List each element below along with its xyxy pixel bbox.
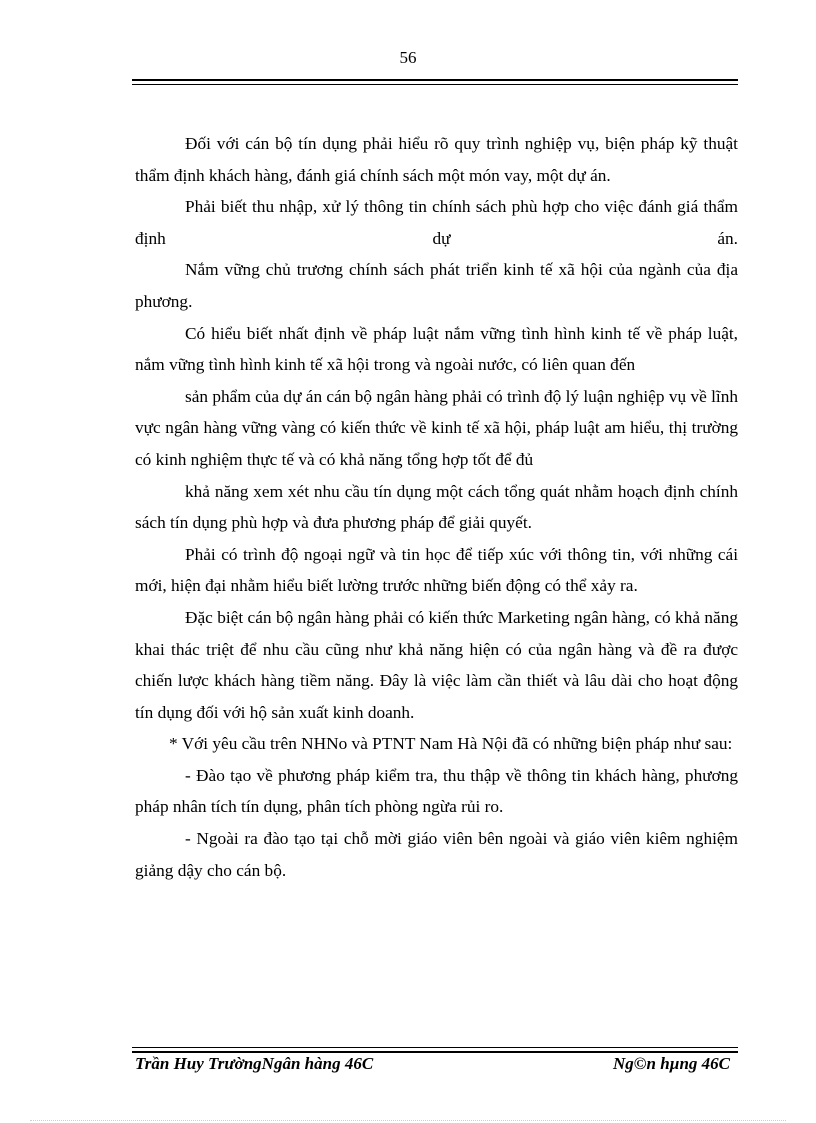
paragraph: Nắm vững chủ trương chính sách phát triển kinh tế xã hội của ngành của địa phương.: [135, 260, 738, 311]
paragraph: * Với yêu cầu trên NHNo và PTNT Nam Hà Nội đã có những biện pháp như sau:: [169, 734, 733, 754]
paragraph: khả năng xem xét nhu cầu tín dụng một cách tổng quát nhằm hoạch định chính sách tín dụng phù hợp và đưa phương pháp để giải quyết.: [135, 481, 738, 533]
paragraph: - Ngoài ra đào tạo tại chỗ mời giáo viên bên ngoài và giáo viên kiêm nghiệm giảng dậy cho cán bộ.: [135, 829, 738, 880]
page-edge-dotted: [30, 1120, 786, 1121]
header-rule-thick: [132, 79, 738, 81]
header-rule-thin: [132, 84, 738, 85]
paragraph: Đối với cán bộ tín dụng phải hiểu rõ quy trình nghiệp vụ, biện pháp kỹ thuật thẩm định khách hàng, đánh giá chính sách một món vay, một dự án.: [135, 134, 738, 185]
paragraph: sản phẩm của dự án cán bộ ngân hàng phải có trình độ lý luận nghiệp vụ về lĩnh vực ngân hàng vững vàng có kiến thức về kinh tế xã hội, pháp luật am hiểu, thị trường có kinh nghiệm thực tế và có khả năng tổng hợp tốt để đủ: [135, 386, 738, 469]
paragraph: Có hiểu biết nhất định về pháp luật nắm vững tình hình kinh tế về pháp luật, nắm vững tình hình kinh tế xã hội trong và ngoài nước, có liên quan đến: [135, 323, 738, 375]
paragraph: - Đào tạo về phương pháp kiểm tra, thu thập về thông tin khách hàng, phương pháp nhân tích tín dụng, phân tích phòng ngừa rủi ro.: [135, 765, 738, 817]
paragraph: Phải có trình độ ngoại ngữ và tin học để tiếp xúc với thông tin, với những cái mới, hiện đại nhằm hiểu biết lường trước những biến động có thể xảy ra.: [135, 544, 738, 596]
paragraph: Phải biết thu nhập, xử lý thông tin chính sách phù hợp cho việc đánh giá thẩm định dự án.: [135, 197, 738, 248]
body-text: [135, 128, 738, 886]
page-number: 56: [399, 48, 417, 67]
footer-rule-thick: [132, 1051, 738, 1053]
footer-class: Ng©n hµng 46C: [613, 1054, 730, 1073]
footer-rule-thin: [132, 1047, 738, 1048]
paragraph: Đặc biệt cán bộ ngân hàng phải có kiến thức Marketing ngân hàng, có khả năng khai thác triệt để nhu cầu cũng như khả năng hiện có của ngân hàng và đề ra được chiến lược khách hàng tiềm năng. Đây là việc làm cần thiết và lâu dài cho hoạt động tín dụng đối với hộ sản xuất kinh doanh.: [135, 607, 738, 722]
footer-author: Trần Huy TrườngNgân hàng 46C: [135, 1054, 374, 1073]
